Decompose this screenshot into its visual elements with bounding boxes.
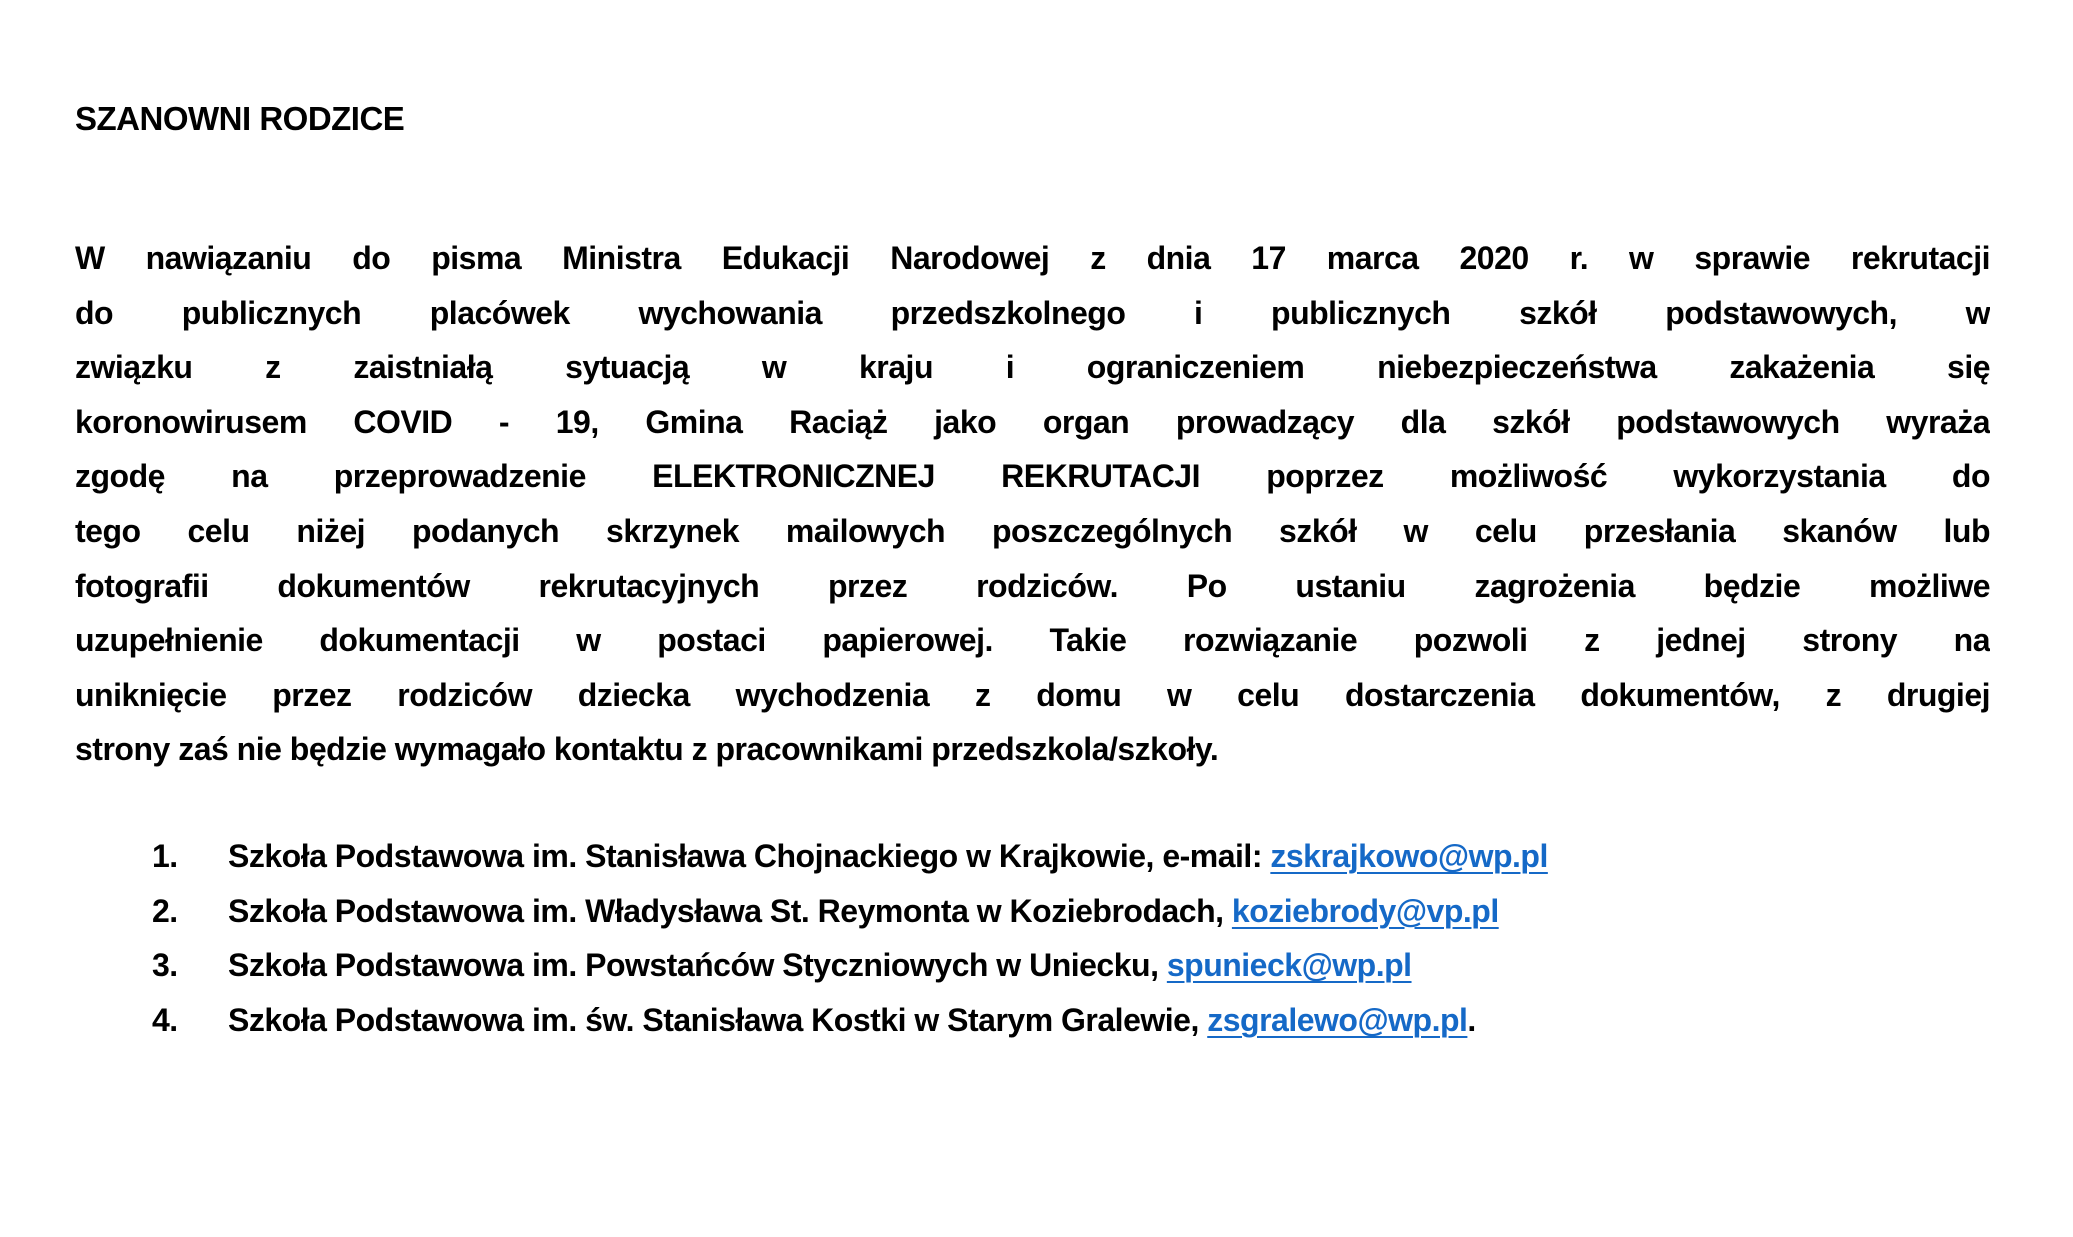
list-item-number: 4. xyxy=(152,1001,178,1038)
paragraph-line: zgodę na przeprowadzenie ELEKTRONICZNEJ REKRUTACJI poprzez możliwość wykorzystania do xyxy=(75,458,1990,495)
body-paragraph xyxy=(75,231,1990,777)
school-name: Szkoła Podstawowa im. św. Stanisława Kostki w Starym Gralewie, xyxy=(228,1001,1208,1038)
list-item-text xyxy=(228,938,1412,993)
document-heading: SZANOWNI RODZICE xyxy=(75,100,405,137)
list-item-text xyxy=(228,829,1548,884)
school-email-list xyxy=(75,829,1990,1047)
paragraph-line: związku z zaistniałą sytuacją w kraju i ograniczeniem niebezpieczeństwa zakażenia się xyxy=(75,349,1990,386)
paragraph-line: do publicznych placówek wychowania przedszkolnego i publicznych szkół podstawowych, w xyxy=(75,294,1990,331)
email-link-spunieck[interactable]: spunieck@wp.pl xyxy=(1166,947,1412,984)
paragraph-line: uniknięcie przez rodziców dziecka wychodzenia z domu w celu dostarczenia dokumentów, z drugiej xyxy=(75,676,1990,713)
list-item-text xyxy=(228,993,1476,1048)
list-item xyxy=(152,884,1990,939)
email-link-koziebrody[interactable]: koziebrody@vp.pl xyxy=(1231,892,1499,929)
list-item xyxy=(152,938,1990,993)
school-name: Szkoła Podstawowa im. Powstańców Styczniowych w Uniecku, xyxy=(228,947,1167,984)
list-item xyxy=(152,829,1990,884)
list-item-number: 3. xyxy=(152,947,178,984)
email-link-zsgralewo[interactable]: zsgralewo@wp.pl xyxy=(1207,1001,1468,1038)
list-item xyxy=(152,993,1990,1048)
list-item-suffix: . xyxy=(1467,1001,1476,1038)
paragraph-line: koronowirusem COVID - 19, Gmina Raciąż jako organ prowadzący dla szkół podstawowych wyraża xyxy=(75,403,1990,440)
school-name: Szkoła Podstawowa im. Stanisława Chojnackiego w Krajkowie, e-mail: xyxy=(228,837,1271,874)
list-item-number: 2. xyxy=(152,892,178,929)
paragraph-line: fotografii dokumentów rekrutacyjnych przez rodziców. Po ustaniu zagrożenia będzie możliwe xyxy=(75,567,1990,604)
school-name: Szkoła Podstawowa im. Władysława St. Reymonta w Koziebrodach, xyxy=(228,892,1232,929)
email-link-zskrajkowo[interactable]: zskrajkowo@wp.pl xyxy=(1270,837,1548,874)
paragraph-line: strony zaś nie będzie wymagało kontaktu z pracownikami przedszkola/szkoły. xyxy=(75,731,1219,768)
paragraph-line: tego celu niżej podanych skrzynek mailowych poszczególnych szkół w celu przesłania skanów lub xyxy=(75,512,1990,549)
paragraph-line: W nawiązaniu do pisma Ministra Edukacji Narodowej z dnia 17 marca 2020 r. w sprawie rekrutacji xyxy=(75,240,1990,276)
list-item-number: 1. xyxy=(152,837,178,874)
paragraph-line: uzupełnienie dokumentacji w postaci papierowej. Takie rozwiązanie pozwoli z jednej strony na xyxy=(75,622,1990,659)
list-item-text xyxy=(228,884,1499,939)
